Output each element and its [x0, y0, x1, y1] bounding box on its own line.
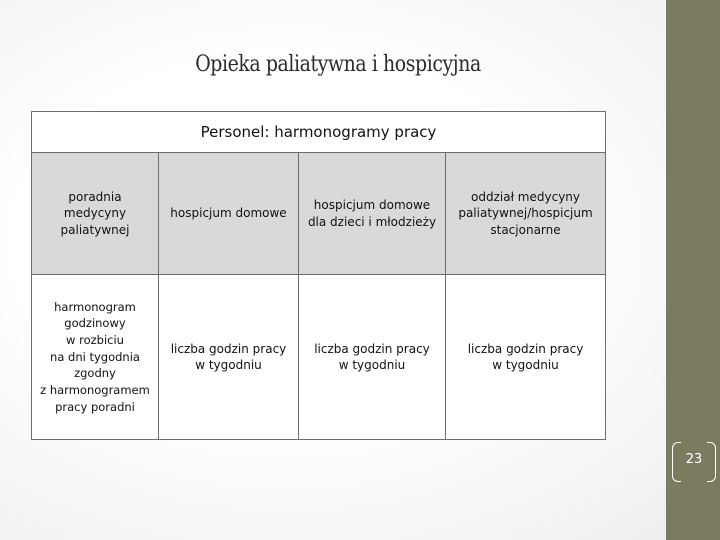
table-header	[32, 112, 606, 153]
table-cell	[32, 275, 159, 440]
table-cell	[159, 275, 299, 440]
table-cell	[299, 275, 446, 440]
column-header-label: oddział medycyny paliatywnej/hospicjum stacjonarne	[458, 190, 593, 237]
weekly-hours-cell: liczba godzin pracy w tygodniu	[170, 341, 287, 372]
table-header-label: Personel: harmonogramy pracy	[200, 123, 437, 141]
weekly-hours-cell: liczba godzin pracy w tygodniu	[467, 341, 584, 372]
slide-title: Opieka paliatywna i hospicyjna	[195, 52, 481, 77]
staff-schedule-table	[31, 111, 606, 440]
column-header-label: poradnia medycyny paliatywnej	[60, 190, 130, 237]
table-cell	[446, 275, 606, 440]
column-header	[32, 153, 159, 275]
column-header-label: hospicjum domowe dla dzieci i młodzieży	[307, 198, 437, 229]
column-header	[299, 153, 446, 275]
column-header	[446, 153, 606, 275]
page-number: 23	[685, 452, 703, 467]
column-header	[159, 153, 299, 275]
schedule-description: harmonogram godzinowy w rozbiciu na dni tygodnia zgodny z harmonogramem pracy poradni	[40, 299, 150, 414]
column-header-label: hospicjum domowe	[170, 206, 287, 221]
weekly-hours-cell: liczba godzin pracy w tygodniu	[314, 341, 430, 372]
page-number-badge	[672, 442, 716, 482]
